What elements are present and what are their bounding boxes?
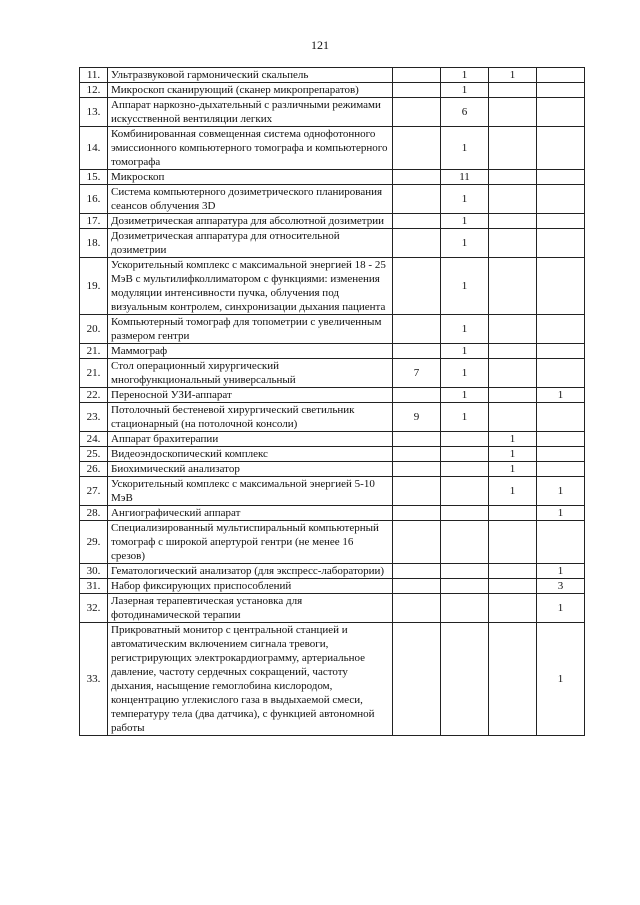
table-row [80, 344, 585, 359]
table-row [80, 315, 585, 344]
row-number-cell: 24. [80, 432, 108, 447]
value-col-1-cell [393, 127, 441, 170]
equipment-name-cell: Комбинированная совмещенная система однофотонного эмиссионного компьютерного томографа и компьютерного томографа [108, 127, 393, 170]
value-col-4-cell [537, 403, 585, 432]
value-col-2-cell: 1 [441, 127, 489, 170]
value-col-2-cell: 6 [441, 98, 489, 127]
value-col-2-cell [441, 579, 489, 594]
table-row [80, 170, 585, 185]
value-col-1-cell [393, 68, 441, 83]
equipment-name-cell: Ускорительный комплекс с максимальной энергией 18 - 25 МэВ с мультилифколлиматором с функциями: изменения модуляции интенсивности пучка, облучения под визуальным контролем, синхронизации дыхания пациента [108, 258, 393, 315]
row-number-cell: 33. [80, 623, 108, 736]
value-col-1-cell [393, 594, 441, 623]
table-row [80, 214, 585, 229]
value-col-3-cell [489, 594, 537, 623]
value-col-4-cell [537, 127, 585, 170]
value-col-4-cell [537, 359, 585, 388]
value-col-3-cell [489, 564, 537, 579]
value-col-4-cell [537, 521, 585, 564]
value-col-3-cell [489, 170, 537, 185]
value-col-1-cell [393, 170, 441, 185]
table-row [80, 447, 585, 462]
value-col-2-cell [441, 506, 489, 521]
table-row [80, 68, 585, 83]
value-col-3-cell [489, 229, 537, 258]
equipment-name-cell: Система компьютерного дозиметрического планирования сеансов облучения 3D [108, 185, 393, 214]
value-col-1-cell: 7 [393, 359, 441, 388]
value-col-4-cell [537, 185, 585, 214]
value-col-3-cell [489, 579, 537, 594]
equipment-name-cell: Дозиметрическая аппаратура для абсолютной дозиметрии [108, 214, 393, 229]
value-col-3-cell: 1 [489, 432, 537, 447]
value-col-4-cell [537, 432, 585, 447]
row-number-cell: 21. [80, 344, 108, 359]
value-col-4-cell: 1 [537, 594, 585, 623]
row-number-cell: 13. [80, 98, 108, 127]
value-col-4-cell: 1 [537, 388, 585, 403]
table-row [80, 98, 585, 127]
value-col-4-cell: 3 [537, 579, 585, 594]
table-row [80, 506, 585, 521]
value-col-1-cell [393, 521, 441, 564]
value-col-1-cell [393, 344, 441, 359]
value-col-3-cell [489, 258, 537, 315]
row-number-cell: 22. [80, 388, 108, 403]
row-number-cell: 19. [80, 258, 108, 315]
value-col-3-cell: 1 [489, 447, 537, 462]
value-col-4-cell: 1 [537, 506, 585, 521]
equipment-name-cell: Видеоэндоскопический комплекс [108, 447, 393, 462]
equipment-name-cell: Ультразвуковой гармонический скальпель [108, 68, 393, 83]
table-row [80, 623, 585, 736]
value-col-3-cell: 1 [489, 68, 537, 83]
row-number-cell: 26. [80, 462, 108, 477]
equipment-name-cell: Гематологический анализатор (для экспресс-лаборатории) [108, 564, 393, 579]
equipment-table-body [80, 68, 585, 736]
value-col-4-cell [537, 258, 585, 315]
equipment-name-cell: Дозиметрическая аппаратура для относительной дозиметрии [108, 229, 393, 258]
value-col-3-cell [489, 344, 537, 359]
row-number-cell: 18. [80, 229, 108, 258]
value-col-1-cell [393, 98, 441, 127]
table-row [80, 432, 585, 447]
table-row [80, 388, 585, 403]
table-row [80, 403, 585, 432]
value-col-4-cell: 1 [537, 564, 585, 579]
value-col-3-cell [489, 315, 537, 344]
row-number-cell: 17. [80, 214, 108, 229]
value-col-4-cell [537, 98, 585, 127]
value-col-2-cell [441, 477, 489, 506]
value-col-3-cell [489, 521, 537, 564]
row-number-cell: 23. [80, 403, 108, 432]
value-col-3-cell [489, 506, 537, 521]
row-number-cell: 14. [80, 127, 108, 170]
row-number-cell: 25. [80, 447, 108, 462]
value-col-2-cell [441, 462, 489, 477]
equipment-name-cell: Микроскоп [108, 170, 393, 185]
value-col-2-cell [441, 623, 489, 736]
value-col-4-cell [537, 344, 585, 359]
value-col-2-cell: 1 [441, 403, 489, 432]
value-col-1-cell [393, 579, 441, 594]
row-number-cell: 21. [80, 359, 108, 388]
row-number-cell: 29. [80, 521, 108, 564]
value-col-1-cell [393, 462, 441, 477]
value-col-3-cell [489, 98, 537, 127]
equipment-name-cell: Аппарат брахитерапии [108, 432, 393, 447]
table-row [80, 462, 585, 477]
value-col-4-cell [537, 462, 585, 477]
value-col-2-cell: 1 [441, 68, 489, 83]
equipment-name-cell: Биохимический анализатор [108, 462, 393, 477]
value-col-2-cell [441, 594, 489, 623]
table-row [80, 521, 585, 564]
value-col-1-cell: 9 [393, 403, 441, 432]
table-row [80, 359, 585, 388]
value-col-2-cell: 1 [441, 388, 489, 403]
value-col-2-cell: 1 [441, 315, 489, 344]
equipment-name-cell: Ускорительный комплекс с максимальной энергией 5-10 МэВ [108, 477, 393, 506]
table-row [80, 258, 585, 315]
value-col-1-cell [393, 185, 441, 214]
table-row [80, 185, 585, 214]
value-col-3-cell [489, 388, 537, 403]
value-col-2-cell: 1 [441, 344, 489, 359]
equipment-name-cell: Прикроватный монитор с центральной станцией и автоматическим включением сигнала тревоги, регистрирующих электрокардиограмму, артериальное давление, частоту сердечных сокращений, частоту дыхания, насыщение гемоглобина кислородом, концентрацию углекислого газа в выдыхаемой смеси, температуру тела (два датчика), с функцией автономной работы [108, 623, 393, 736]
value-col-3-cell [489, 83, 537, 98]
page-number: 121 [311, 38, 329, 52]
value-col-1-cell [393, 564, 441, 579]
row-number-cell: 20. [80, 315, 108, 344]
value-col-3-cell [489, 214, 537, 229]
value-col-3-cell [489, 127, 537, 170]
row-number-cell: 27. [80, 477, 108, 506]
equipment-name-cell: Лазерная терапевтическая установка для фотодинамической терапии [108, 594, 393, 623]
value-col-3-cell: 1 [489, 462, 537, 477]
value-col-4-cell: 1 [537, 477, 585, 506]
equipment-name-cell: Ангиографический аппарат [108, 506, 393, 521]
table-row [80, 579, 585, 594]
value-col-1-cell [393, 388, 441, 403]
row-number-cell: 32. [80, 594, 108, 623]
row-number-cell: 31. [80, 579, 108, 594]
table-row [80, 229, 585, 258]
table-row [80, 127, 585, 170]
value-col-2-cell: 1 [441, 185, 489, 214]
value-col-1-cell [393, 214, 441, 229]
value-col-1-cell [393, 229, 441, 258]
value-col-2-cell: 1 [441, 229, 489, 258]
equipment-name-cell: Переносной УЗИ-аппарат [108, 388, 393, 403]
value-col-1-cell [393, 477, 441, 506]
row-number-cell: 11. [80, 68, 108, 83]
equipment-name-cell: Специализированный мультиспиральный компьютерный томограф с широкой апертурой гентри (не менее 16 срезов) [108, 521, 393, 564]
row-number-cell: 30. [80, 564, 108, 579]
value-col-4-cell [537, 170, 585, 185]
equipment-name-cell: Компьютерный томограф для топометрии с увеличенным размером гентри [108, 315, 393, 344]
value-col-3-cell [489, 623, 537, 736]
equipment-name-cell: Аппарат наркозно-дыхательный с различными режимами искусственной вентиляции легких [108, 98, 393, 127]
row-number-cell: 15. [80, 170, 108, 185]
equipment-name-cell: Потолочный бестеневой хирургический светильник стационарный (на потолочной консоли) [108, 403, 393, 432]
value-col-1-cell [393, 258, 441, 315]
row-number-cell: 28. [80, 506, 108, 521]
value-col-4-cell [537, 315, 585, 344]
value-col-2-cell: 11 [441, 170, 489, 185]
equipment-table [79, 67, 585, 736]
value-col-4-cell [537, 447, 585, 462]
value-col-4-cell [537, 83, 585, 98]
value-col-2-cell: 1 [441, 83, 489, 98]
value-col-3-cell [489, 359, 537, 388]
value-col-4-cell: 1 [537, 623, 585, 736]
equipment-name-cell: Набор фиксирующих приспособлений [108, 579, 393, 594]
value-col-1-cell [393, 506, 441, 521]
value-col-4-cell [537, 214, 585, 229]
value-col-1-cell [393, 432, 441, 447]
value-col-2-cell [441, 447, 489, 462]
value-col-3-cell [489, 403, 537, 432]
equipment-name-cell: Микроскоп сканирующий (сканер микропрепаратов) [108, 83, 393, 98]
table-row [80, 594, 585, 623]
value-col-1-cell [393, 623, 441, 736]
row-number-cell: 12. [80, 83, 108, 98]
value-col-3-cell [489, 185, 537, 214]
value-col-2-cell: 1 [441, 359, 489, 388]
value-col-1-cell [393, 447, 441, 462]
value-col-2-cell [441, 521, 489, 564]
equipment-name-cell: Стол операционный хирургический многофункциональный универсальный [108, 359, 393, 388]
value-col-1-cell [393, 315, 441, 344]
table-row [80, 477, 585, 506]
equipment-name-cell: Маммограф [108, 344, 393, 359]
table-row [80, 83, 585, 98]
value-col-2-cell [441, 564, 489, 579]
row-number-cell: 16. [80, 185, 108, 214]
value-col-2-cell: 1 [441, 258, 489, 315]
value-col-1-cell [393, 83, 441, 98]
table-row [80, 564, 585, 579]
value-col-2-cell: 1 [441, 214, 489, 229]
value-col-2-cell [441, 432, 489, 447]
value-col-4-cell [537, 68, 585, 83]
value-col-4-cell [537, 229, 585, 258]
value-col-3-cell: 1 [489, 477, 537, 506]
